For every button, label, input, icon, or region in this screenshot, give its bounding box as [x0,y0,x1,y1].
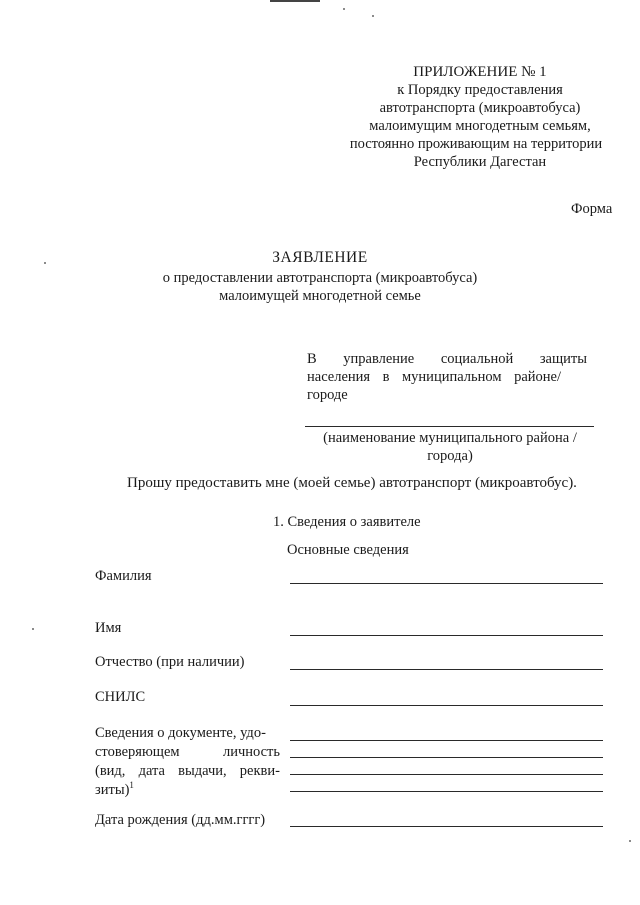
name-label: Имя [95,620,122,636]
addressee-word: районе/ [514,369,561,385]
appendix-line-5: Республики Дагестан [413,154,547,170]
addressee-word: управление [343,351,415,367]
municipality-caption-1: (наименование муниципального района / [323,430,577,446]
section-title: 1. Сведения о заявителе [273,514,421,530]
id-document-word: зиты) [95,782,130,798]
scan-mark [270,0,320,2]
surname-input-line[interactable] [290,583,603,584]
id-document-word: личность [222,744,280,760]
birth-date-input-line[interactable] [290,826,603,827]
addressee-block [307,350,587,404]
section-subtitle: Основные сведения [287,542,409,558]
id-document-line-2 [95,743,280,762]
addressee-line-2 [307,368,561,386]
id-document-input-line-3[interactable] [290,774,603,775]
form-label: Форма [571,201,613,217]
addressee-word: в [382,369,390,385]
patronymic-input-line[interactable] [290,669,603,670]
addressee-line-3: городе [307,387,348,403]
surname-label: Фамилия [95,568,152,584]
birth-date-label: Дата рождения (дд.мм.гггг) [95,812,266,828]
appendix-line-2: автотранспорта (микроавтобуса) [379,100,581,116]
addressee-word: защиты [539,351,587,367]
document-subtitle-2: малоимущей многодетной семье [219,288,421,304]
id-document-line-4 [95,781,280,800]
id-document-word: дата [138,763,165,779]
id-document-line-3 [95,762,280,781]
snils-input-line[interactable] [290,705,603,706]
request-text: Прошу предоставить мне (моей семье) автотранспорт (микроавтобус). [127,475,577,491]
addressee-word: социальной [440,351,514,367]
municipality-caption-2: города) [427,448,473,464]
id-document-word: выдачи, [178,763,227,779]
scan-speck [32,628,34,630]
id-document-word: рекви- [239,763,280,779]
appendix-title: ПРИЛОЖЕНИЕ № 1 [413,64,547,80]
addressee-word: В [307,351,317,367]
appendix-line-4: постоянно проживающим на территории [349,136,603,152]
id-document-word: (вид, [95,763,126,779]
addressee-line-1 [307,350,587,368]
id-document-input-line-1[interactable] [290,740,603,741]
id-document-label [95,724,280,800]
addressee-word: населения [307,369,371,385]
scan-speck [629,840,631,842]
snils-label: СНИЛС [95,689,146,705]
appendix-line-1: к Порядку предоставления [397,82,563,98]
document-title: ЗАЯВЛЕНИЕ [272,249,368,266]
patronymic-label: Отчество (при наличии) [95,654,245,670]
scan-speck [372,15,374,17]
id-document-input-line-4[interactable] [290,791,603,792]
id-document-line-1: Сведения о документе, удо- [95,725,266,741]
footnote-marker: 1 [129,780,134,791]
name-input-line[interactable] [290,635,603,636]
addressee-word: муниципальном [402,369,502,385]
id-document-word: стоверяющем [95,744,180,760]
id-document-input-line-2[interactable] [290,757,603,758]
document-subtitle-1: о предоставлении автотранспорта (микроавтобуса) [162,270,478,286]
municipality-input-line[interactable] [305,426,594,427]
scan-speck [343,8,345,10]
appendix-line-3: малоимущим многодетным семьям, [369,118,591,134]
